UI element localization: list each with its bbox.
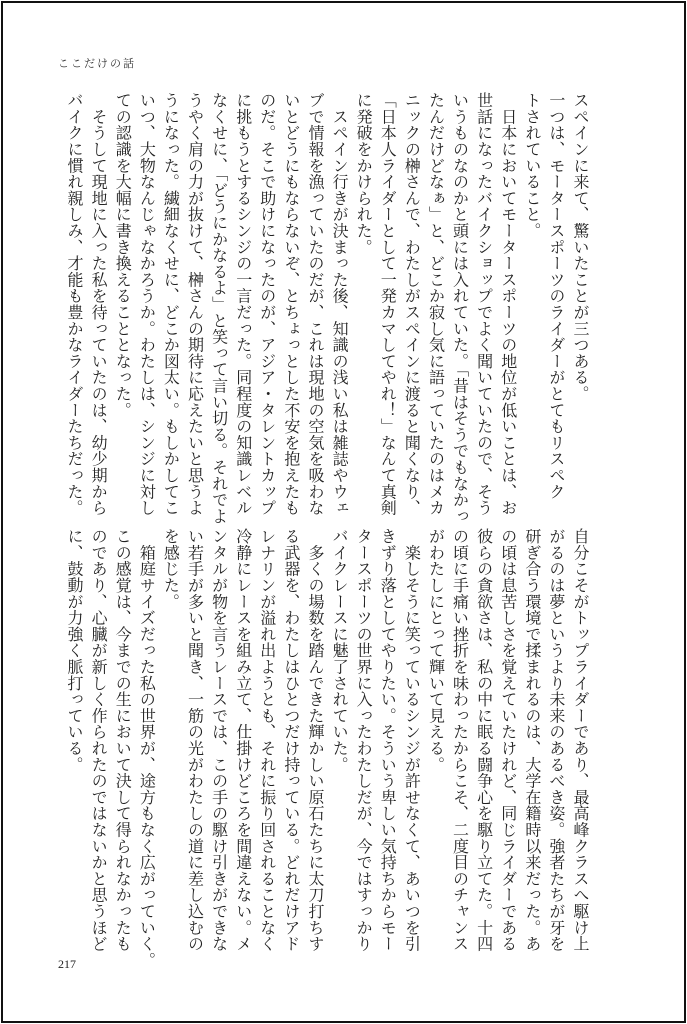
text-column: がわたしにとって輝いて見える。 <box>426 528 446 773</box>
text-column: タースポーツの世界に入ったわたしだが、今ではすっかり <box>354 528 374 952</box>
text-column: ブで情報を漁っていたのだが、これは現地の空気を吸わな <box>305 92 325 516</box>
text-column: レナリンが溢れ出ようとも、それに振り回されることなく <box>257 528 277 952</box>
text-column: 箱庭サイズだった私の世界が、途方もなく広がっていく。 <box>137 528 157 969</box>
text-column: いとどうにもならないぞ、とちょっとした不安を抱えたも <box>281 92 301 516</box>
text-column: の頃は息苦しさを覚えていたけれど、同じライダーである <box>498 528 518 952</box>
text-column: 多くの場数を踏んできた輝かしい原石たちに太刀打ちす <box>305 528 325 952</box>
page-number: 217 <box>58 957 76 971</box>
text-column: 「日本人ライダーとして一発カマしてやれ！」なんて真剣 <box>378 92 398 516</box>
text-column: のだ。そこで助けになったのが、アジア・タレントカップ <box>257 92 277 516</box>
text-column: そうして現地に入った私を待っていたのは、幼少期から <box>89 92 109 516</box>
text-column: バイクに慣れ親しみ、才能も豊かなライダーたちだった。 <box>65 92 85 516</box>
text-column: を感じた。 <box>161 528 181 610</box>
running-title: ここだけの話 <box>58 57 136 70</box>
text-column: 日本においてモータースポーツの地位が低いことは、お <box>498 92 518 516</box>
text-column: 一つは、モータースポーツのライダーがとてもリスペク <box>546 92 566 500</box>
text-column: い若手が多いと聞き、一筋の光がわたしの道に差し込むの <box>185 528 205 952</box>
text-column: に発破をかけられた。 <box>354 92 374 255</box>
text-column: の頃に手痛い挫折を味わったからこそ、二度目のチャンス <box>450 528 470 952</box>
text-column: スペイン行きが決まった後、知識の浅い私は雑誌やウェ <box>330 92 350 516</box>
text-column: うやく肩の力が抜けて、榊さんの期待に応えたいと思うよ <box>185 92 205 516</box>
text-column: スペインに来て、驚いたことが三つある。 <box>571 92 590 402</box>
text-column: 冷静にレースを組み立て、仕掛けどころを間違えない。メ <box>233 528 253 952</box>
text-column: いうものなのかと頭には入れていた。「昔はそうでもなかっ <box>450 92 470 525</box>
text-column: ニックの榊さんで、わたしがスペインに渡ると聞くなり、 <box>402 92 422 516</box>
text-column: 自分こそがトップライダーであり、最高峰クラスへ駆け上 <box>571 528 590 952</box>
text-column: 楽しそうに笑っているシンジが許せなくて、あいつを引 <box>402 528 422 952</box>
text-column: のであり、心臓が新しく作られたのではないかと思うほど <box>89 528 109 952</box>
text-column: に、鼓動が力強く脈打っている。 <box>65 528 85 773</box>
text-column: がるのは夢というより未来のあるべき姿。強者たちが牙を <box>546 528 566 952</box>
text-column: うになった。繊細なくせに、どこか図太い。もしかしてこ <box>161 92 181 516</box>
text-column: トされていること。 <box>522 92 542 239</box>
text-column: きずり落としてやりたい。そういう卑しい気持ちからモー <box>378 528 398 952</box>
text-column: この感覚は、今までの生において決して得られなかったも <box>113 528 133 952</box>
text-column: たんだけどなぁ」と、どこか寂し気に語っていたのはメカ <box>426 92 446 516</box>
text-column: ンタルが物を言うレースでは、この手の駆け引きができな <box>209 528 229 952</box>
text-block-top <box>62 92 592 525</box>
text-column: ての認識を大幅に書き換えることとなった。 <box>113 92 133 418</box>
text-column: なくせに、「どうにかなるよ」と笑って言い切る。それでよ <box>209 92 229 525</box>
text-column: いつ、大物なんじゃなかろうか。わたしは、シンジに対し <box>137 92 157 516</box>
text-column: に挑もうとするシンジの一言だった。同程度の知識レベル <box>233 92 253 516</box>
text-column: 研ぎ合う環境で揉まれるのは、大学在籍時以来だった。あ <box>522 528 542 952</box>
text-column: バイクレースに魅了されていた。 <box>330 528 350 773</box>
text-column: 彼らの貪欲さは、私の中に眠る闘争心を駆り立てた。十四 <box>474 528 494 952</box>
text-column: る武器を、わたしはひとつだけ持っている。どれだけアド <box>281 528 301 952</box>
text-column: 世話になったバイクショップでよく聞いていたので、そう <box>474 92 494 516</box>
